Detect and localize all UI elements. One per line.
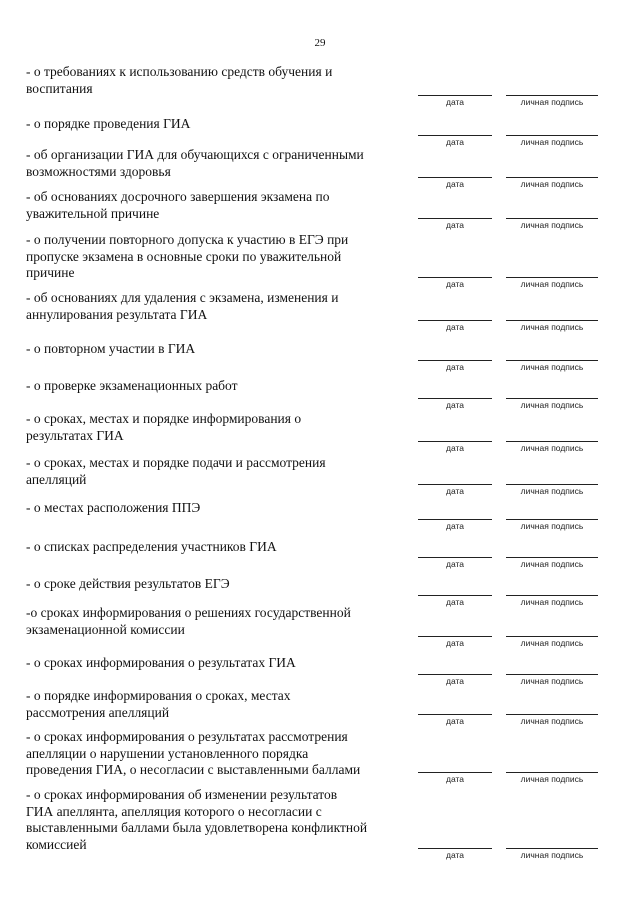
signature-caption: личная подпись (520, 443, 584, 453)
item-text: - о сроке действия результатов ЕГЭ (26, 576, 230, 591)
date-line (418, 557, 492, 558)
date-line (418, 714, 492, 715)
signature-caption: личная подпись (520, 597, 584, 607)
date-line (418, 135, 492, 136)
signature-caption: личная подпись (520, 486, 584, 496)
date-caption: дата (445, 179, 465, 189)
item-text: - о сроках, местах и порядке информирования о результатах ГИА (26, 411, 302, 443)
date-caption: дата (445, 716, 465, 726)
item-text: - об организации ГИА для обучающихся с ограниченными возможностями здоровья (26, 147, 364, 179)
signature-line (506, 519, 598, 520)
date-line (418, 95, 492, 96)
date-caption: дата (445, 362, 465, 372)
signature-line (506, 714, 598, 715)
signature-line (506, 595, 598, 596)
signature-caption: личная подпись (520, 774, 584, 784)
date-caption: дата (445, 97, 465, 107)
item-text: - о получении повторного допуска к участию в ЕГЭ при пропуске экзамена в основные сроки по уважительной причине (26, 232, 349, 280)
date-caption: дата (445, 279, 465, 289)
date-caption: дата (445, 638, 465, 648)
date-line (418, 636, 492, 637)
item-text: - о повторном участии в ГИА (26, 341, 196, 356)
signature-caption: личная подпись (520, 400, 584, 410)
date-line (418, 595, 492, 596)
date-line (418, 848, 492, 849)
signature-caption: личная подпись (520, 137, 584, 147)
signature-line (506, 557, 598, 558)
item-text: - о сроках информирования о результатах рассмотрения апелляции о нарушении установленного порядка проведения ГИА, о несогласии с выставленными баллами (26, 729, 361, 777)
item-text: -о сроках информирования о решениях государственной экзаменационной комиссии (26, 605, 351, 637)
date-line (418, 674, 492, 675)
date-caption: дата (445, 559, 465, 569)
signature-line (506, 636, 598, 637)
signature-caption: личная подпись (520, 97, 584, 107)
item-text: - о требованиях к использованию средств обучения и воспитания (26, 64, 333, 96)
signature-line (506, 674, 598, 675)
signature-line (506, 398, 598, 399)
date-line (418, 441, 492, 442)
date-caption: дата (445, 137, 465, 147)
signature-line (506, 360, 598, 361)
signature-caption: личная подпись (520, 638, 584, 648)
signature-line (506, 484, 598, 485)
item-text: - об основаниях досрочного завершения экзамена по уважительной причине (26, 189, 330, 221)
date-line (418, 277, 492, 278)
signature-caption: личная подпись (520, 362, 584, 372)
signature-caption: личная подпись (520, 322, 584, 332)
item-text: - о местах расположения ППЭ (26, 500, 201, 515)
date-line (418, 177, 492, 178)
date-line (418, 360, 492, 361)
date-caption: дата (445, 774, 465, 784)
item-text: - об основаниях для удаления с экзамена, изменения и аннулирования результата ГИА (26, 290, 339, 322)
date-caption: дата (445, 220, 465, 230)
signature-line (506, 441, 598, 442)
date-line (418, 218, 492, 219)
signature-caption: личная подпись (520, 676, 584, 686)
date-line (418, 484, 492, 485)
date-caption: дата (445, 486, 465, 496)
item-text: - о сроках информирования о результатах ГИА (26, 655, 296, 670)
date-line (418, 398, 492, 399)
item-text: - о сроках, местах и порядке подачи и рассмотрения апелляций (26, 455, 326, 487)
page-number: 29 (314, 37, 326, 49)
signature-line (506, 320, 598, 321)
signature-caption: личная подпись (520, 279, 584, 289)
signature-caption: личная подпись (520, 850, 584, 860)
signature-caption: личная подпись (520, 220, 584, 230)
signature-caption: личная подпись (520, 521, 584, 531)
signature-line (506, 95, 598, 96)
signature-line (506, 177, 598, 178)
date-caption: дата (445, 521, 465, 531)
signature-caption: личная подпись (520, 559, 584, 569)
signature-caption: личная подпись (520, 716, 584, 726)
date-line (418, 519, 492, 520)
signature-line (506, 277, 598, 278)
signature-caption: личная подпись (520, 179, 584, 189)
date-caption: дата (445, 850, 465, 860)
signature-line (506, 218, 598, 219)
item-text: - о проверке экзаменационных работ (26, 378, 238, 393)
date-caption: дата (445, 443, 465, 453)
date-caption: дата (445, 597, 465, 607)
date-caption: дата (445, 400, 465, 410)
signature-line (506, 848, 598, 849)
date-line (418, 772, 492, 773)
date-caption: дата (445, 322, 465, 332)
signature-line (506, 772, 598, 773)
item-text: - о списках распределения участников ГИА (26, 539, 277, 554)
date-caption: дата (445, 676, 465, 686)
signature-line (506, 135, 598, 136)
item-text: - о порядке информирования о сроках, местах рассмотрения апелляций (26, 688, 291, 720)
item-text: - о порядке проведения ГИА (26, 116, 191, 131)
item-text: - о сроках информирования об изменении результатов ГИА апеллянта, апелляция которого о несогласии с выставленными баллами была удовлетворена конфликтной комиссией (26, 787, 368, 852)
date-line (418, 320, 492, 321)
